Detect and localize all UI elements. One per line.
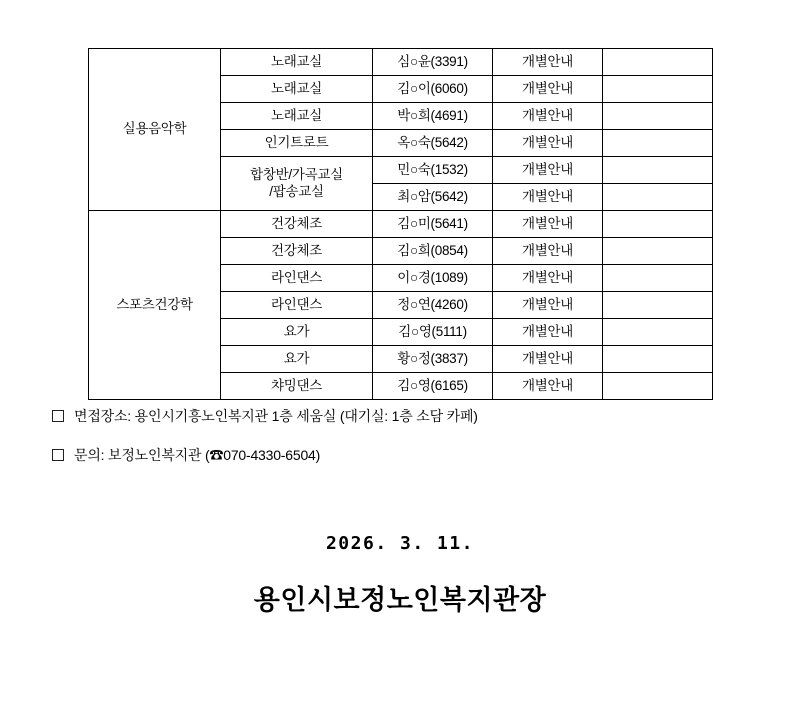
field-cell-music: 실용음악학	[89, 49, 221, 211]
class-cell: 노래교실	[221, 76, 373, 103]
issuing-organization: 용인시보정노인복지관장	[253, 585, 547, 615]
notice-cell: 개별안내	[493, 184, 603, 211]
name-cell: 옥○숙(5642)	[373, 130, 493, 157]
note-text: 문의: 보정노인복지관 (☎070-4330-6504)	[74, 447, 321, 463]
extra-cell	[603, 184, 713, 211]
name-cell: 정○연(4260)	[373, 292, 493, 319]
name-cell: 민○숙(1532)	[373, 157, 493, 184]
note-item	[52, 445, 752, 465]
extra-cell	[603, 346, 713, 373]
name-cell: 김○희(0854)	[373, 238, 493, 265]
extra-cell	[603, 265, 713, 292]
notice-cell: 개별안내	[493, 211, 603, 238]
extra-cell	[603, 373, 713, 400]
class-cell: 라인댄스	[221, 292, 373, 319]
name-cell: 김○이(6060)	[373, 76, 493, 103]
notice-cell: 개별안내	[493, 238, 603, 265]
extra-cell	[603, 49, 713, 76]
document-date: 2026. 3. 11.	[325, 533, 475, 554]
checkbox-icon	[52, 410, 64, 422]
field-cell-sports: 스포츠건강학	[89, 211, 221, 400]
notice-cell: 개별안내	[493, 319, 603, 346]
extra-cell	[603, 103, 713, 130]
class-cell: 건강체조	[221, 211, 373, 238]
notice-cell: 개별안내	[493, 130, 603, 157]
notice-cell: 개별안내	[493, 373, 603, 400]
name-cell: 김○영(6165)	[373, 373, 493, 400]
extra-cell	[603, 292, 713, 319]
extra-cell	[603, 238, 713, 265]
note-item	[52, 406, 752, 426]
schedule-table	[88, 48, 713, 400]
class-cell: 요가	[221, 346, 373, 373]
extra-cell	[603, 130, 713, 157]
class-cell: 인기트로트	[221, 130, 373, 157]
checkbox-icon	[52, 449, 64, 461]
notice-cell: 개별안내	[493, 103, 603, 130]
extra-cell	[603, 211, 713, 238]
class-line-1: 합창반/가곡교실	[250, 166, 343, 182]
notice-cell: 개별안내	[493, 157, 603, 184]
class-cell: 라인댄스	[221, 265, 373, 292]
name-cell: 심○윤(3391)	[373, 49, 493, 76]
class-cell-choir	[221, 157, 373, 211]
schedule-table-wrapper	[88, 48, 712, 400]
extra-cell	[603, 157, 713, 184]
notice-cell: 개별안내	[493, 76, 603, 103]
class-line-2: /팝송교실	[269, 183, 324, 199]
notes-section	[52, 406, 752, 484]
class-cell: 요가	[221, 319, 373, 346]
table-row	[89, 49, 713, 76]
extra-cell	[603, 76, 713, 103]
name-cell: 박○희(4691)	[373, 103, 493, 130]
notice-cell: 개별안내	[493, 265, 603, 292]
class-cell: 노래교실	[221, 49, 373, 76]
notice-cell: 개별안내	[493, 292, 603, 319]
notice-cell: 개별안내	[493, 49, 603, 76]
table-row	[89, 211, 713, 238]
extra-cell	[603, 319, 713, 346]
name-cell: 최○암(5642)	[373, 184, 493, 211]
name-cell: 김○영(5111)	[373, 319, 493, 346]
note-text: 면접장소: 용인시기흥노인복지관 1층 세움실 (대기실: 1층 소담 카페)	[74, 408, 478, 424]
name-cell: 김○미(5641)	[373, 211, 493, 238]
class-cell: 건강체조	[221, 238, 373, 265]
notice-cell: 개별안내	[493, 346, 603, 373]
class-cell: 챠밍댄스	[221, 373, 373, 400]
name-cell: 황○정(3837)	[373, 346, 493, 373]
name-cell: 이○경(1089)	[373, 265, 493, 292]
class-cell: 노래교실	[221, 103, 373, 130]
